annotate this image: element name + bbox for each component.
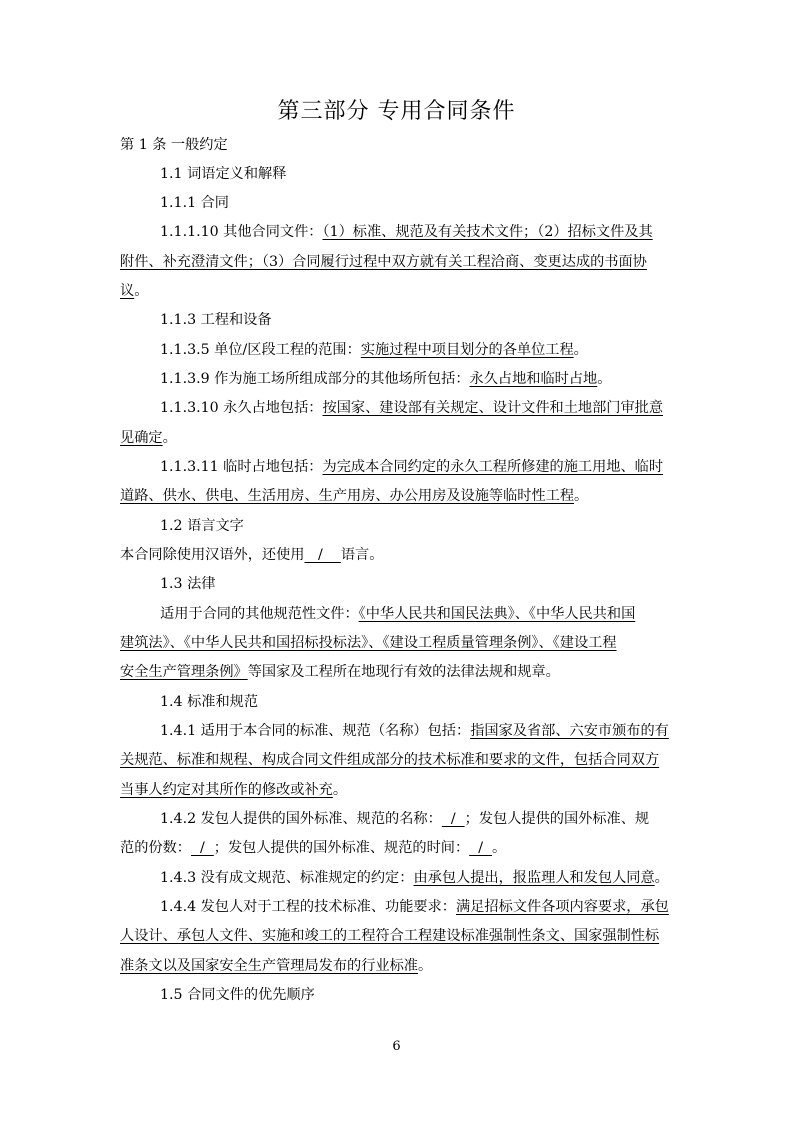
punctuation: 。 bbox=[654, 870, 669, 886]
section-1-1-3-heading: 1.1.3 工程和设备 bbox=[160, 312, 272, 328]
clause-1-4-1-line2 bbox=[120, 750, 659, 770]
filled-value: / bbox=[441, 811, 465, 827]
filled-value: 道路、供水、供电、生活用房、生产用房、办公用房及设施等临时性工程 bbox=[120, 488, 575, 504]
clause-1-3-line1 bbox=[160, 604, 635, 624]
clause-1-4-1-line3 bbox=[120, 780, 347, 800]
punctuation: 。 bbox=[417, 958, 433, 974]
clause-1-4-4-line1 bbox=[160, 897, 669, 917]
clause-1-1-3-11-line1 bbox=[160, 457, 663, 477]
filled-value: 指国家及省部、六安市颁布的有 bbox=[470, 723, 669, 739]
punctuation: 。 bbox=[492, 840, 507, 856]
section-1-1-1-heading: 1.1.1 合同 bbox=[160, 195, 229, 211]
filled-value: 准条文以及国家安全生产管理局发布的行业标准 bbox=[120, 958, 418, 974]
filled-value: 按国家、建设部有关规定、设计文件和土地部门审批意 bbox=[322, 400, 664, 416]
punctuation: 。 bbox=[574, 488, 589, 504]
clause-1-1-3-5 bbox=[160, 340, 588, 360]
filled-value: 安全生产管理条例》 bbox=[120, 664, 248, 680]
page-number: 6 bbox=[392, 1039, 401, 1054]
clause-1-4-2-line1 bbox=[160, 809, 649, 829]
clause-1-3-line2 bbox=[120, 633, 617, 653]
clause-1-1-3-10-line1 bbox=[160, 398, 663, 418]
clause-1-1-1-10-line2 bbox=[120, 252, 647, 272]
filled-value: 由承包人提出，报监理人和发包人同意 bbox=[413, 870, 655, 886]
clause-label: 1.1.3.9 作为施工场所组成部分的其他场所包括： bbox=[160, 371, 470, 387]
clause-1-1-1-10-line1 bbox=[160, 222, 653, 242]
filled-value: 关规范、标准和规程、构成合同文件组成部分的技术标准和要求的文件，包括合同双方 bbox=[120, 752, 660, 768]
clause-1-1-1-10-line3 bbox=[120, 281, 148, 301]
clause-label: 1.1.3.11 临时占地包括： bbox=[160, 459, 323, 475]
clause-label: 1.4.2 发包人提供的国外标准、规范的名称： bbox=[160, 811, 442, 827]
clause-1-4-2-line2 bbox=[120, 838, 506, 858]
clause-text: 等国家及工程所在地现行有效的法律法规和规章。 bbox=[247, 664, 560, 680]
filled-value: 实施过程中项目划分的各单位工程 bbox=[360, 342, 574, 358]
filled-value: 《中华人民共和国民法典》、《中华人民共和国 bbox=[358, 606, 636, 622]
clause-text: 本合同除使用汉语外，还使用 bbox=[120, 547, 305, 563]
section-1-3-heading: 1.3 法律 bbox=[160, 576, 216, 592]
clause-label: 1.4.1 适用于本合同的标准、规范（名称）包括： bbox=[160, 723, 471, 739]
filled-value: / bbox=[190, 840, 214, 856]
clause-1-1-3-10-line2 bbox=[120, 428, 177, 448]
clause-label: 适用于合同的其他规范性文件： bbox=[160, 606, 359, 622]
filled-value: 为完成本合同约定的永久工程所修建的施工用地、临时 bbox=[322, 459, 664, 475]
filled-value: 满足招标文件各项内容要求，承包 bbox=[456, 899, 669, 915]
filled-value: 议 bbox=[120, 283, 135, 299]
page-title: 第三部分 专用合同条件 bbox=[277, 99, 516, 124]
clause-1-4-1-line1 bbox=[160, 721, 669, 741]
clause-text: 语言。 bbox=[340, 547, 384, 563]
filled-value: 建筑法》、《中华人民共和国招标投标法》、《建设工程质量管理条例》、《建设工程 bbox=[120, 635, 617, 651]
filled-value: （1）标准、规范及有关技术文件；（2）招标文件及其 bbox=[322, 224, 653, 240]
clause-1-4-4-line3 bbox=[120, 956, 432, 976]
filled-value: 永久占地和临时占地 bbox=[469, 371, 598, 387]
clause-label: 1.1.3.5 单位/区段工程的范围： bbox=[160, 342, 361, 358]
clause-label: 1.1.1.10 其他合同文件： bbox=[160, 224, 323, 240]
punctuation: 。 bbox=[597, 371, 612, 387]
punctuation: 。 bbox=[134, 283, 149, 299]
section-1-2-heading: 1.2 语言文字 bbox=[160, 518, 244, 534]
filled-value: 人设计、承包人文件、实施和竣工的工程符合工程建设标准强制性条文、国家强制性标 bbox=[120, 928, 660, 944]
section-1-5-heading: 1.5 合同文件的优先顺序 bbox=[160, 987, 315, 1003]
clause-1-3-line3 bbox=[120, 662, 560, 682]
clause-text: ；发包人提供的国外标准、规范的时间： bbox=[213, 840, 470, 856]
section-1-1-heading: 1.1 词语定义和解释 bbox=[160, 166, 287, 182]
clause-text: 范的份数： bbox=[120, 840, 191, 856]
clause-label: 1.1.3.10 永久占地包括： bbox=[160, 400, 323, 416]
punctuation: 。 bbox=[332, 782, 348, 798]
clause-label: 1.4.4 发包人对于工程的技术标准、功能要求： bbox=[160, 899, 456, 915]
clause-1-1-3-11-line2 bbox=[120, 486, 588, 506]
article-heading: 第 1 条 一般约定 bbox=[120, 137, 228, 153]
clause-1-2 bbox=[120, 545, 383, 565]
clause-1-4-3 bbox=[160, 868, 669, 888]
clause-1-1-3-9 bbox=[160, 369, 611, 389]
filled-value: / bbox=[469, 840, 492, 856]
filled-value: 见确定 bbox=[120, 430, 163, 446]
filled-value: 附件、补充澄清文件；（3）合同履行过程中双方就有关工程洽商、变更达成的书面协 bbox=[120, 254, 647, 270]
clause-label: 1.4.3 没有成文规范、标准规定的约定： bbox=[160, 870, 414, 886]
filled-value: 当事人约定对其所作的修改或补充 bbox=[120, 782, 333, 798]
punctuation: 。 bbox=[162, 430, 177, 446]
punctuation: 。 bbox=[573, 342, 588, 358]
filled-value: / bbox=[304, 547, 341, 563]
section-1-4-heading: 1.4 标准和规范 bbox=[160, 694, 259, 710]
clause-1-4-4-line2 bbox=[120, 926, 659, 946]
clause-text: ；发包人提供的国外标准、规 bbox=[464, 811, 650, 827]
